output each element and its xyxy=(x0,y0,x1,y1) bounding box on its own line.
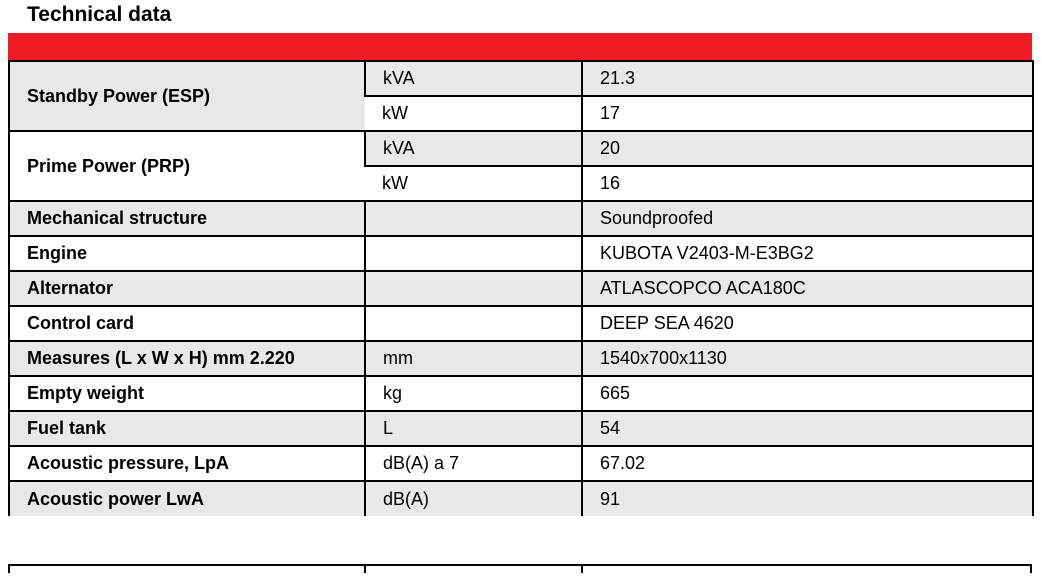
row-unit xyxy=(365,236,582,271)
row-unit: kW xyxy=(365,166,582,201)
row-value: 20 xyxy=(582,131,1033,166)
row-label: Empty weight xyxy=(9,376,365,411)
table-row xyxy=(9,411,1033,446)
row-value: 665 xyxy=(582,376,1033,411)
table-bottom-border xyxy=(8,564,1032,566)
table-row xyxy=(9,61,1033,96)
table-row xyxy=(9,271,1033,306)
row-label: Mechanical structure xyxy=(9,201,365,236)
row-label: Alternator xyxy=(9,271,365,306)
row-label: Standby Power (ESP) xyxy=(9,61,365,131)
table-row xyxy=(9,306,1033,341)
row-value: 67.02 xyxy=(582,446,1033,481)
row-value: 1540x700x1130 xyxy=(582,341,1033,376)
row-label: Control card xyxy=(9,306,365,341)
row-value: 91 xyxy=(582,481,1033,516)
row-unit: kVA xyxy=(365,131,582,166)
row-unit: kg xyxy=(365,376,582,411)
row-unit xyxy=(365,271,582,306)
row-unit: mm xyxy=(365,341,582,376)
row-unit: dB(A) xyxy=(365,481,582,516)
row-value: 16 xyxy=(582,166,1033,201)
table-row xyxy=(9,236,1033,271)
table-row xyxy=(9,131,1033,166)
table-row xyxy=(9,481,1033,516)
row-label: Acoustic power LwA xyxy=(9,481,365,516)
row-value: KUBOTA V2403-M-E3BG2 xyxy=(582,236,1033,271)
table-border-stub xyxy=(1030,566,1032,573)
row-value: 21.3 xyxy=(582,61,1033,96)
technical-data-table xyxy=(8,60,1034,516)
row-unit: kW xyxy=(365,96,582,131)
row-value: ATLASCOPCO ACA180C xyxy=(582,271,1033,306)
row-unit: dB(A) a 7 xyxy=(365,446,582,481)
table-border-stub xyxy=(8,566,10,573)
table-border-stub xyxy=(581,566,583,573)
table-row xyxy=(9,341,1033,376)
table-row xyxy=(9,201,1033,236)
row-label: Measures (L x W x H) mm 2.220 xyxy=(9,341,365,376)
row-value: Soundproofed xyxy=(582,201,1033,236)
row-label: Acoustic pressure, LpA xyxy=(9,446,365,481)
header-accent-bar xyxy=(8,33,1032,60)
row-unit xyxy=(365,201,582,236)
table-row xyxy=(9,446,1033,481)
row-label: Prime Power (PRP) xyxy=(9,131,365,201)
page-title: Technical data xyxy=(27,3,172,26)
table-row xyxy=(9,376,1033,411)
row-value: DEEP SEA 4620 xyxy=(582,306,1033,341)
row-label: Engine xyxy=(9,236,365,271)
row-unit xyxy=(365,306,582,341)
table-border-stub xyxy=(364,566,366,573)
row-value: 54 xyxy=(582,411,1033,446)
row-value: 17 xyxy=(582,96,1033,131)
row-unit: L xyxy=(365,411,582,446)
row-unit: kVA xyxy=(365,61,582,96)
row-label: Fuel tank xyxy=(9,411,365,446)
